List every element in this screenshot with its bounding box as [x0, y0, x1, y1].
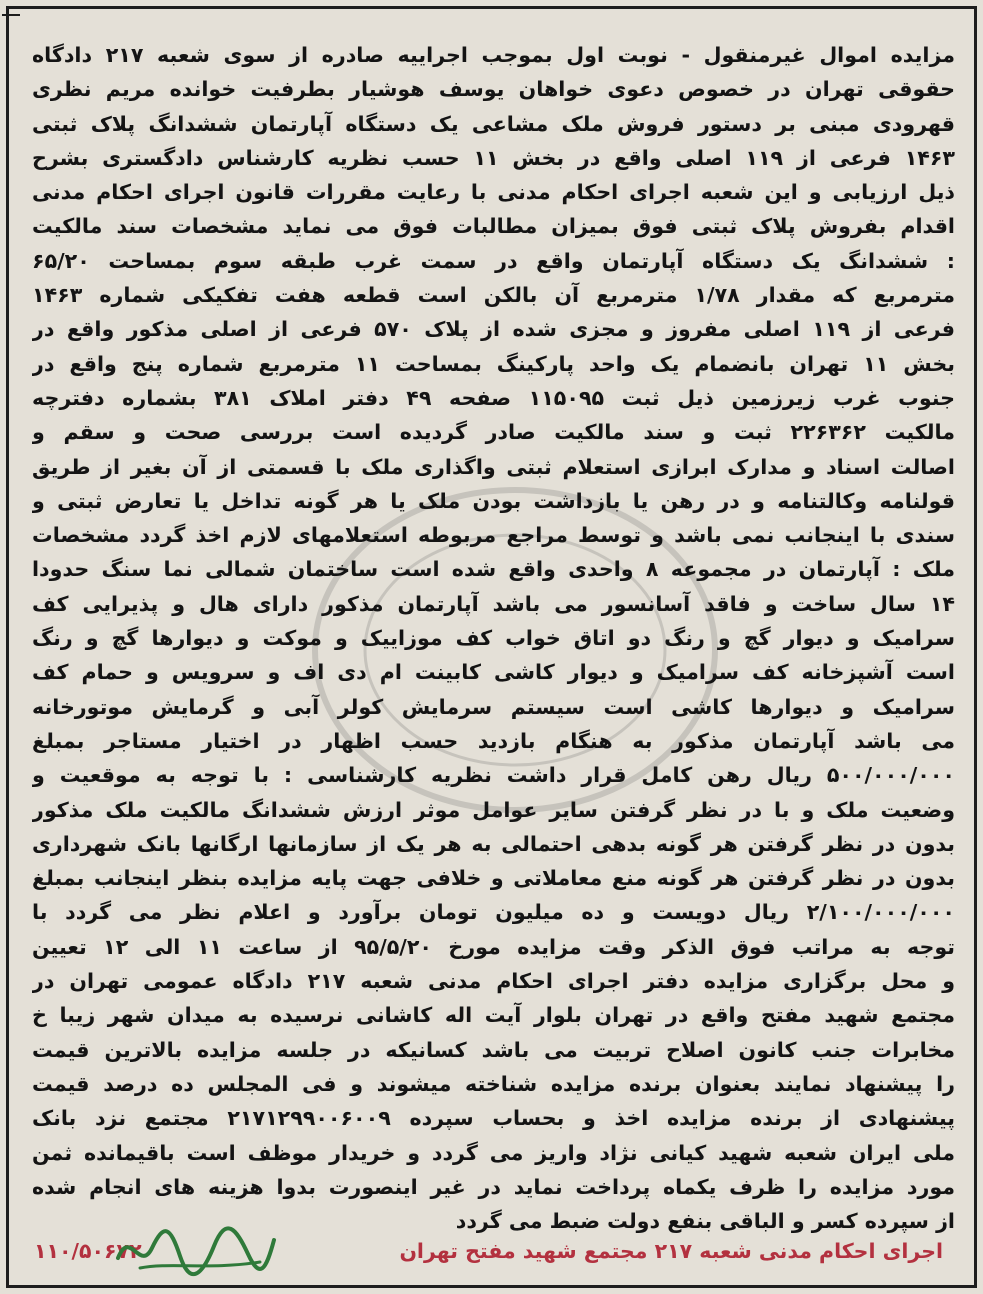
- notice-line: ۲/۱۰۰/۰۰۰/۰۰۰ ریال دویست و ده میلیون تومان برآورد و اعلام نظر می گردد با: [32, 900, 955, 925]
- notice-line: ۱۴ سال ساخت و فاقد آسانسور می باشد آپارتمان مذکور دارای هال و پذیرایی کف: [32, 591, 955, 616]
- notice-line: بخش ۱۱ تهران بانضمام یک واحد پارکینگ بمساحت ۱۱ مترمربع شماره پنج واقع در: [32, 351, 955, 376]
- notice-line: را پیشنهاد نمایند بعنوان برنده مزایده شناخته میشوند و فی المجلس ده درصد قیمت: [32, 1071, 955, 1096]
- notice-line: اقدام بفروش پلاک ثبتی فوق بمیزان مطالبات فوق می نماید مشخصات سند مالکیت: [32, 214, 955, 239]
- notice-line: بدون در نظر گرفتن هر گونه منع معاملاتی و خلافی جهت پایه مزایده بنظر اینجانب بمبلغ: [32, 866, 955, 891]
- notice-line: فرعی از ۱۱۹ اصلی مفروز و مجزی شده از پلاک ۵۷۰ فرعی از اصلی مذکور واقع در: [32, 317, 955, 342]
- notice-line: مورد مزایده را ظرف یکماه پرداخت نماید در غیر اینصورت بدوا هزینه های انجام شده: [32, 1174, 955, 1199]
- notice-line: مخابرات جنب کانون اصلاح تربیت می باشد کسانیکه در جلسه مزایده بالاترین قیمت: [32, 1037, 955, 1062]
- notice-line: سندی با اینجانب نمی باشد و توسط مراجع مربوطه استعلامهای لازم اخذ گردد مشخصات: [32, 523, 955, 548]
- notice-line: اصالت اسناد و مدارک ابرازی استعلام ثبتی واگذاری ملک با قسمتی از آن بغیر از طریق: [32, 454, 955, 479]
- notice-number: ۱۱۰/۵۰۶۷۲: [34, 1239, 142, 1263]
- notice-line: ملی ایران شعبه شهید کیانی نژاد واریز می گردد و خریدار موظف است باقیمانده ثمن: [32, 1140, 955, 1165]
- issuer-label: اجرای احکام مدنی شعبه ۲۱۷ مجتمع شهید مفتح تهران: [399, 1239, 943, 1263]
- signature-scribble: [110, 1218, 280, 1280]
- notice-line: جنوب غرب زیرزمین ذیل ثبت ۱۱۵۰۹۵ صفحه ۴۹ دفتر املاک ۳۸۱ بشماره دفترچه: [32, 385, 955, 410]
- notice-line: می باشد آپارتمان مذکور به هنگام بازدید حسب اظهار در اختیار مستاجر بمبلغ: [32, 728, 955, 753]
- notice-line: وضعیت ملک و با در نظر گرفتن سایر عوامل موثر ارزش ششدانگ مالکیت ملک مذکور: [32, 797, 955, 822]
- notice-line: از سپرده کسر و الباقی بنفع دولت ضبط می گردد: [455, 1209, 955, 1234]
- notice-line: ملک : آپارتمان در مجموعه ۸ واحدی واقع شده است ساختمان شمالی نما سنگ حدودا: [32, 557, 955, 582]
- notice-line: قهرودی مبنی بر دستور فروش ملک مشاعی یک دستگاه آپارتمان ششدانگ پلاک ثبتی: [32, 111, 955, 136]
- notice-line: مالکیت ۲۲۶۳۶۲ ثبت و سند مالکیت صادر گردیده است بررسی صحت و سقم و: [32, 420, 955, 445]
- notice-line: : ششدانگ یک دستگاه آپارتمان واقع در سمت غرب طبقه سوم بمساحت ۶۵/۲۰: [32, 248, 955, 273]
- notice-line: ذیل ارزیابی و این شعبه اجرای احکام مدنی با رعایت مقررات قانون اجرای احکام مدنی: [32, 180, 955, 205]
- corner-mark: [2, 0, 20, 16]
- notice-line: و محل برگزاری مزایده دفتر اجرای احکام مدنی شعبه ۲۱۷ دادگاه عمومی تهران در: [32, 969, 955, 994]
- notice-line: ۵۰۰/۰۰۰/۰۰۰ ریال رهن کامل قرار داشت نظریه کارشناسی : با توجه به موقعیت و: [32, 763, 955, 788]
- notice-line: است آشپزخانه کف سرامیک و دیوار کاشی کابینت ام دی اف و سرویس و حمام کف: [32, 660, 955, 685]
- notice-line: سرامیک و دیوارها کاشی است سیستم سرمایش کولر آبی و گرمایش موتورخانه: [32, 694, 955, 719]
- notice-line: پیشنهادی از برنده مزایده اخذ و بحساب سپرده ۲۱۷۱۲۹۹۰۰۶۰۰۹ مجتمع نزد بانک: [32, 1106, 955, 1131]
- notice-line: مترمربع که مقدار ۱/۷۸ مترمربع آن بالکن است قطعه هفت تفکیکی شماره ۱۴۶۳: [32, 283, 955, 308]
- auction-notice-text: [32, 38, 955, 1238]
- notice-line: حقوقی تهران در خصوص دعوی خواهان یوسف هوشیار بطرفیت خوانده مریم نظری: [32, 77, 955, 102]
- notice-line: مجتمع شهید مفتح واقع در تهران بلوار آیت اله کاشانی نرسیده به میدان شهر زیبا خ: [32, 1003, 955, 1028]
- notice-line: مزایده اموال غیرمنقول - نوبت اول بموجب اجراییه صادره از سوی شعبه ۲۱۷ دادگاه: [32, 43, 955, 67]
- notice-line: قولنامه وکالتنامه و در رهن یا بازداشت بودن ملک یا هر گونه تداخل یا تعارض ثبتی و: [32, 488, 955, 513]
- notice-line: بدون در نظر گرفتن هر گونه بدهی احتمالی به هر یک از سازمانها ارگانها بانک شهرداری: [32, 831, 955, 856]
- notice-line: ۱۴۶۳ فرعی از ۱۱۹ اصلی واقع در بخش ۱۱ حسب نظریه کارشناس دادگستری بشرح: [32, 145, 955, 170]
- notice-line: توجه به مراتب فوق الذکر وقت مزایده مورخ ۹۵/۵/۲۰ از ساعت ۱۱ الی ۱۲ تعیین: [32, 934, 955, 959]
- notice-line: سرامیک و دیوار گچ و رنگ دو اتاق خواب کف موزاییک و موکت و دیوارها گچ و رنگ: [32, 626, 955, 651]
